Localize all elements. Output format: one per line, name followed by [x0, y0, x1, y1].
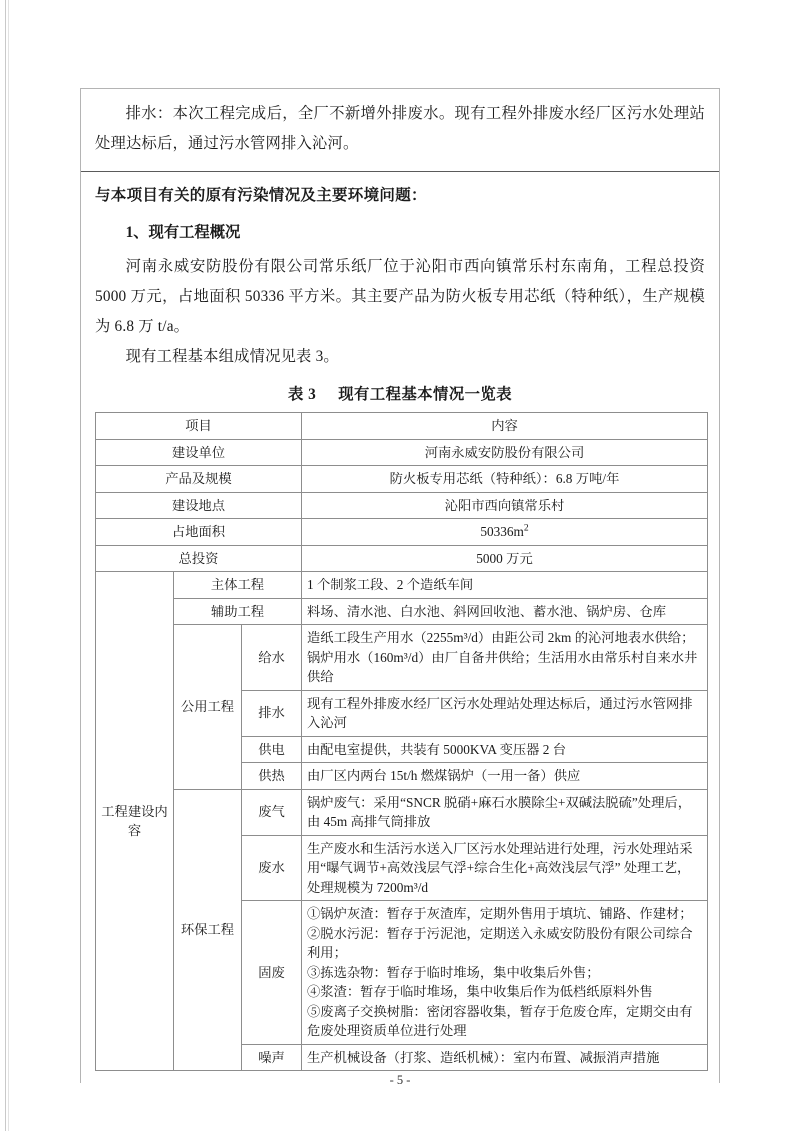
- row-value: 由厂区内两台 15t/h 燃煤锅炉（一用一备）供应: [302, 763, 708, 790]
- group-label-construction-content: 工程建设内容: [96, 572, 174, 1071]
- row-label: 给水: [242, 625, 302, 691]
- cell-line: 现有工程外排废水经厂区污水处理站处理达标后，通过污水管网排: [307, 695, 693, 711]
- content-frame: [80, 88, 720, 1083]
- cell-line: 造纸工段生产用水（2255m³/d）由距公司 2km 的沁河地表水供给；: [307, 630, 695, 645]
- paragraph-1: 河南永威安防股份有限公司常乐纸厂位于沁阳市西向镇常乐村东南角，工程总投资 5000 万元，占地面积 50336 平方米。其主要产品为防火板专用芯纸（特种纸），生产规模为 6.8 万 t/a。: [95, 258, 705, 335]
- page-edge-line-inner: [8, 0, 9, 1131]
- cell-line-group: [307, 793, 702, 832]
- page-edge-line-outer: [5, 0, 6, 1131]
- cell-line: 生产废水和生活污水送入厂区污水处理站进行处理，污水处理站采: [307, 840, 693, 856]
- row-label: 辅助工程: [174, 598, 302, 625]
- table-body: [96, 413, 708, 1071]
- row-value: [302, 789, 708, 835]
- cell-line: 由 45m 高排气筒排放: [307, 814, 431, 829]
- cell-line: ②脱水污泥：暂存于污泥池，定期送入永威安防股份有限公司综合: [307, 925, 693, 941]
- lower-content: [81, 172, 719, 1083]
- row-value: 1 个制浆工段、2 个造纸车间: [302, 572, 708, 599]
- cell-line: ④浆渣：暂存于临时堆场，集中收集后作为低档纸原料外售: [307, 984, 653, 999]
- area-unit-superscript: 2: [523, 522, 529, 534]
- row-value: 河南永威安防股份有限公司: [302, 439, 708, 466]
- cell-line: 锅炉废气：采用“SNCR 脱硝+麻石水膜除尘+双碱法脱硫”处理后，: [307, 794, 691, 810]
- row-value: [302, 519, 708, 546]
- table-caption-title: 现有工程基本情况一览表: [338, 386, 513, 403]
- row-label: 总投资: [96, 545, 302, 572]
- cell-line-group: [307, 694, 702, 733]
- row-label: 主体工程: [174, 572, 302, 599]
- area-value: 50336m: [480, 524, 524, 539]
- row-label: 供热: [242, 763, 302, 790]
- cell-line-group: [307, 839, 702, 898]
- intro-paragraph: 排水：本次工程完成后，全厂不新增外排废水。现有工程外排废水经厂区污水处理站处理达标后，通过污水管网排入沁河。: [95, 105, 705, 152]
- row-label: 建设地点: [96, 492, 302, 519]
- cell-line: 入沁河: [307, 715, 347, 730]
- row-label: 废气: [242, 789, 302, 835]
- project-overview-table: [95, 412, 708, 1071]
- cell-line: 供给: [307, 669, 334, 684]
- section-heading: 与本项目有关的原有污染情况及主要环境问题：: [95, 187, 427, 204]
- row-label: 产品及规模: [96, 466, 302, 493]
- cell-line-group: [307, 628, 702, 687]
- cell-line: 利用；: [307, 945, 347, 960]
- sub-heading: 1、现有工程概况: [125, 224, 241, 241]
- cell-line: ①锅炉灰渣：暂存于灰渣库，定期外售用于填坑、铺路、作建材；: [307, 906, 693, 921]
- table-caption-label: 表 3: [287, 386, 317, 403]
- row-label: 噪声: [242, 1044, 302, 1071]
- header-cell-item: 项目: [96, 413, 302, 440]
- page-number: - 5 -: [389, 1073, 411, 1087]
- row-label: 占地面积: [96, 519, 302, 546]
- table-row: [96, 545, 708, 572]
- row-value: 料场、清水池、白水池、斜网回收池、蓄水池、锅炉房、仓库: [302, 598, 708, 625]
- row-value: [302, 625, 708, 691]
- table-row: [96, 466, 708, 493]
- cell-line: ③拣选杂物：暂存于临时堆场，集中收集后外售；: [307, 964, 600, 980]
- row-value: 沁阳市西向镇常乐村: [302, 492, 708, 519]
- row-value: [302, 690, 708, 736]
- cell-line: 锅炉用水（160m³/d）由厂自备井供给；生活用水由常乐村自来水井: [307, 649, 698, 665]
- row-value: 5000 万元: [302, 545, 708, 572]
- table-header-row: [96, 413, 708, 440]
- cell-line: 用“曝气调节+高效浅层气浮+综合生化+高效浅层气浮” 处理工艺，: [307, 860, 691, 875]
- row-value: [302, 835, 708, 901]
- table-row: [96, 519, 708, 546]
- row-label: 排水: [242, 690, 302, 736]
- cell-line: ⑤废离子交换树脂：密闭容器收集，暂存于危废仓库，定期交由有: [307, 1003, 693, 1019]
- row-label: 固废: [242, 901, 302, 1045]
- header-cell-content: 内容: [302, 413, 708, 440]
- cell-line: 处理规模为 7200m³/d: [307, 879, 429, 895]
- paragraph-2: 现有工程基本组成情况见表 3。: [125, 348, 339, 365]
- row-label: 供电: [242, 736, 302, 763]
- cell-line: 危废处理资质单位进行处理: [307, 1023, 467, 1038]
- row-value: [302, 901, 708, 1045]
- table-row: [96, 439, 708, 466]
- group-label-environmental-works: 环保工程: [174, 789, 242, 1071]
- table-row: [96, 598, 708, 625]
- table-row: [96, 625, 708, 691]
- cell-line-group: [307, 904, 702, 1041]
- table-caption: [95, 384, 705, 406]
- intro-box: [81, 88, 719, 172]
- row-value: 生产机械设备（打浆、造纸机械）：室内布置、减振消声措施: [302, 1044, 708, 1071]
- table-row: [96, 572, 708, 599]
- row-value: 由配电室提供，共装有 5000KVA 变压器 2 台: [302, 736, 708, 763]
- row-label: 废水: [242, 835, 302, 901]
- row-value: 防火板专用芯纸（特种纸）：6.8 万吨/年: [302, 466, 708, 493]
- group-label-public-works: 公用工程: [174, 625, 242, 790]
- row-label: 建设单位: [96, 439, 302, 466]
- table-row: [96, 789, 708, 835]
- table-row: [96, 492, 708, 519]
